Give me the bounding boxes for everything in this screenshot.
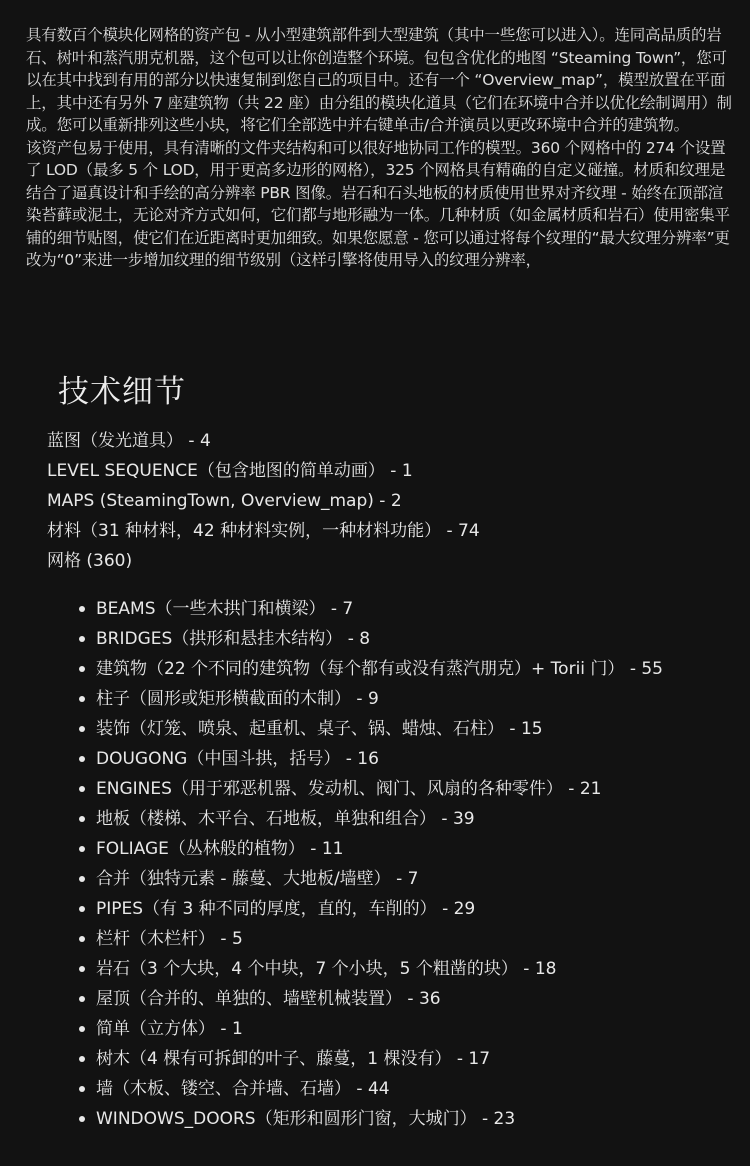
mesh-item-label: 合并（独特元素 - 藤蔓、大地板/墙壁） - 7 (96, 869, 419, 889)
mesh-item-walls (96, 1074, 736, 1104)
spec-materials: 材料（31 种材料，42 种材料实例，一种材料功能） - 74 (47, 521, 480, 541)
mesh-item-floors (96, 804, 736, 834)
bullet-icon (79, 1116, 85, 1122)
spec-maps: MAPS (SteamingTown, Overview_map) - 2 (47, 491, 402, 511)
mesh-item-rocks (96, 954, 736, 984)
mesh-item-label: FOLIAGE（丛林般的植物） - 11 (96, 839, 344, 859)
mesh-item-simple (96, 1014, 736, 1044)
mesh-item-label: BRIDGES（拱形和悬挂木结构） - 8 (96, 629, 371, 649)
mesh-item-trees (96, 1044, 736, 1074)
mesh-item-label: DOUGONG（中国斗拱，括号） - 16 (96, 749, 379, 769)
technical-specs-list (47, 426, 727, 576)
bullet-icon (79, 936, 85, 942)
mesh-item-roofs (96, 984, 736, 1014)
bullet-icon (79, 1026, 85, 1032)
mesh-item-label: 屋顶（合并的、单独的、墙壁机械装置） - 36 (96, 989, 441, 1009)
bullet-icon (79, 786, 85, 792)
bullet-icon (79, 966, 85, 972)
bullet-icon (79, 1056, 85, 1062)
bullet-icon (79, 1086, 85, 1092)
bullet-icon (79, 876, 85, 882)
spec-meshes: 网格 (360) (47, 551, 133, 571)
mesh-item-buildings (96, 654, 736, 684)
mesh-item-label: 装饰（灯笼、喷泉、起重机、桌子、锅、蜡烛、石柱） - 15 (96, 719, 543, 739)
mesh-item-engines (96, 774, 736, 804)
mesh-item-dougong (96, 744, 736, 774)
mesh-item-label: BEAMS（一些木拱门和横梁） - 7 (96, 599, 354, 619)
mesh-item-label: 建筑物（22 个不同的建筑物（每个都有或没有蒸汽朋克）+ Torii 门） - 55 (96, 659, 663, 679)
spec-level-sequence: LEVEL SEQUENCE（包含地图的简单动画） - 1 (47, 461, 413, 481)
bullet-icon (79, 906, 85, 912)
bullet-icon (79, 726, 85, 732)
mesh-item-windows-doors (96, 1104, 736, 1134)
asset-description (26, 24, 732, 272)
bullet-icon (79, 696, 85, 702)
mesh-item-label: 简单（立方体） - 1 (96, 1019, 243, 1039)
mesh-item-label: 柱子（圆形或矩形横截面的木制） - 9 (96, 689, 379, 709)
mesh-item-decorations (96, 714, 736, 744)
mesh-item-label: PIPES（有 3 种不同的厚度，直的，车削的） - 29 (96, 899, 476, 919)
mesh-item-label: 墙（木板、镂空、合并墙、石墙） - 44 (96, 1079, 390, 1099)
description-paragraph-details: 该资产包易于使用，具有清晰的文件夹结构和可以很好地协同工作的模型。360 个网格中的 274 个设置了 LOD（最多 5 个 LOD，用于更高多边形的网格），325 个网格具有精确的自定义碰撞。材质和纹理是结合了逼真设计和手绘的高分辨率 PBR 图像。岩石和石头地板的材质使用世界对齐纹理 - 始终在顶部渲染苔藓或泥土，无论对齐方式如何，它们都与地形融为一体。几种材质（如金属材质和岩石）使用密集平铺的细节贴图，使它们在近距离时更加细致。如果您愿意 - 您可以通过将每个纹理的“最大纹理分辨率”更改为“0”来进一步增加纹理的细节级别（这样引擎将使用导入的纹理分辨率， (26, 138, 730, 269)
mesh-item-merged (96, 864, 736, 894)
mesh-item-label: 栏杆（木栏杆） - 5 (96, 929, 243, 949)
mesh-item-railings (96, 924, 736, 954)
description-paragraph-overview: 具有数百个模块化网格的资产包 - 从小型建筑部件到大型建筑（其中一些您可以进入）。连同高品质的岩石、树叶和蒸汽朋克机器，这个包可以让你创造整个环境。包包含优化的地图 “Steaming Town”，您可以在其中找到有用的部分以快速复制到您自己的项目中。还有一个 “Overview_map”，模型放置在平面上，其中还有另外 7 座建筑物（共 22 座）由分组的模块化道具（它们在环境中合并以优化绘制调用）制成。您可以重新排列这些小块，将它们全部选中并右键单击/合并演员以更改环境中合并的建筑物。 (26, 26, 732, 134)
technical-details-heading: 技术细节 (58, 374, 186, 410)
mesh-item-label: 岩石（3 个大块，4 个中块，7 个小块，5 个粗凿的块） - 18 (96, 959, 557, 979)
spec-blueprints: 蓝图（发光道具） - 4 (47, 431, 211, 451)
bullet-icon (79, 756, 85, 762)
mesh-item-label: ENGINES（用于邪恶机器、发动机、阀门、风扇的各种零件） - 21 (96, 779, 602, 799)
mesh-item-pipes (96, 894, 736, 924)
mesh-item-label: 树木（4 棵有可拆卸的叶子、藤蔓，1 棵没有） - 17 (96, 1049, 491, 1069)
bullet-icon (79, 846, 85, 852)
bullet-icon (79, 816, 85, 822)
bullet-icon (79, 666, 85, 672)
mesh-item-label: 地板（楼梯、木平台、石地板，单独和组合） - 39 (96, 809, 475, 829)
mesh-item-bridges (96, 624, 736, 654)
mesh-item-beams (96, 594, 736, 624)
mesh-category-list (96, 594, 736, 1134)
mesh-item-label: WINDOWS_DOORS（矩形和圆形门窗，大城门） - 23 (96, 1109, 516, 1129)
bullet-icon (79, 996, 85, 1002)
bullet-icon (79, 636, 85, 642)
mesh-item-columns (96, 684, 736, 714)
mesh-item-foliage (96, 834, 736, 864)
bullet-icon (79, 606, 85, 612)
